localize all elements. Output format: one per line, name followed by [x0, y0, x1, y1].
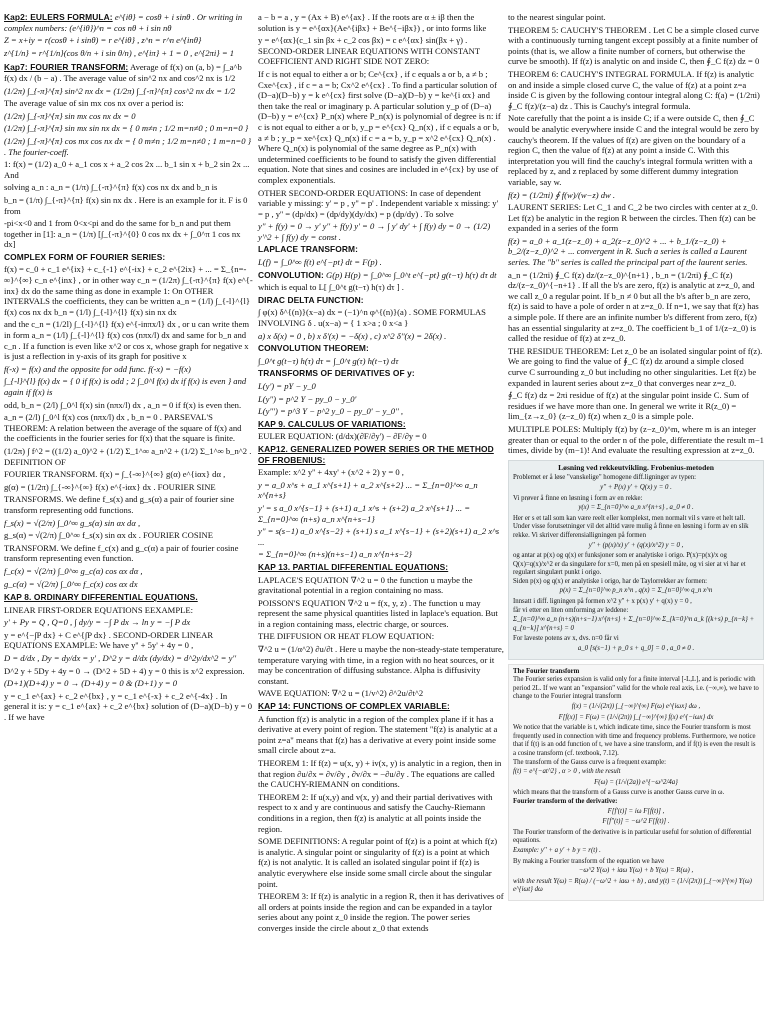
kap12-c: y' = s a_0 x^{s−1} + (s+1) a_1 x^s + (s+2) a_2 x^{s+1} ... = Σ_{n=0}^∞ (n+s) a_n x^{n+s−1}	[258, 502, 471, 524]
kap8-g: y = c_1 e^{ax} + c_2 e^{bx} , y = c_1 e^{-x} + c_2 e^{-4x} . In general it is: y = c_1 e^{ax} + c_2 e^{bx} solution of (D−a)(D−b) y = 0 . If we have	[4, 690, 253, 723]
kap13-d: ∇^2 u = (1/α^2) ∂u/∂t . Here u maybe the non-steady-state temperature, temperature varying with time, in a region with no heat sources, or it may be concentration of diffusing substance. Alpha is diffusivity constant.	[258, 644, 504, 686]
frobenius-a: Problemet er å løse "vanskelige" homogene diff.ligninger av typen:	[513, 474, 697, 482]
fourier-e: The transform of the Gauss curve is a frequent example:	[513, 758, 667, 766]
kap7-a: Average of f(x) on (a, b) = ∫_a^b f(x) dx / (b − a) . The average value of sin^2 nx and cos^2 nx is 1/2	[4, 62, 242, 83]
fourier-l: The Fourier transform of the derivative is in particular useful for solution of differential equations.	[513, 828, 752, 845]
col2-a5: y'' + f(y) = 0 → y' y'' + f(y) y' = 0 → ∫ y' dy' + ∫ f(y) dy = 0 → (1/2) y'^2 + ∫ f(y) dy = const .	[258, 221, 491, 242]
frobenius-e: Her er s et tall som kan være reelt eller komplekst, men normalt vil s være et helt tall. Under visse forutsetninger vil det alltid være mulig å finne en løsning i form av en slik rekke. Vi skriver differensialligningen på formen	[513, 514, 749, 539]
frobenius-c: Vi prøver å finne en løsning i form av en rekke:	[513, 494, 643, 502]
frobenius-g: og antar at p(x) og q(x) er funksjoner som er analytiske i origo. P(x)=p(x)/x og Q(x)=q(x)/x^2 er da singulære for x=0, men på en spesiell måte, og vi sier at vi har et regulært singulært punkt i origo.	[513, 552, 746, 577]
convolution-a: G(p) H(p) = ∫_0^∞ ∫_0^t e^{−pt} g(t−τ) h(τ) dτ dt	[326, 269, 497, 280]
kap7-j: -pi<x<0 and 1 from 0<x<pi and do the same for b_n and put them together in [1]: a_n = (1/π) [∫_{-π}^{0} 0 cos nx dx + ∫_0^π 1 cos nx dx]	[4, 218, 241, 250]
kap7-h: solving a_n : a_n = (1/π) ∫_{-π}^{π} f(x) cos nx dx and b_n is	[4, 182, 218, 193]
kap9-a: EULER EQUATION: (d/dx)(∂F/∂y') − ∂F/∂y = 0	[258, 431, 427, 442]
fourier-f: f(t) = e^{−at^2} , α > 0 , with the result	[513, 768, 621, 776]
kap7-d: (1/2π) ∫_{-π}^{π} sin mx cos nx dx = 0	[4, 110, 136, 121]
fourier-transform-box	[508, 664, 764, 901]
laplace-a: L(f) = ∫_0^∞ f(t) e^{−pt} dt = F(p) .	[258, 257, 382, 268]
fourier-b: f(x) = (1/√(2π)) ∫_{−∞}^{∞} F(ω) e^{iωx} dω ,	[571, 703, 701, 710]
kap14-c: THEOREM 2: If u(x,y) and v(x, y) and their partial derivatives with respect to x and y are continuous and satisfy the Cauchy-Riemann conditions in a region, then f(z) is analytic at all points inside the region.	[258, 791, 493, 834]
residue-theorem: THE RESIDUE THEOREM: Let z_0 be an isolated singular point of f(z). We are going to find the value of ∮_C f(z) dz around a simple closed curve C surrounding z_0 but including no other singularities. Let f(z) be expanded in laurent series about z=z_0 that converges near z=z_0.	[508, 345, 763, 388]
kap13-b: POISSON'S EQUATION ∇^2 u = f(x, y, z) . The function u may represent the same physical quantities listed in laplace's equation. But in a region containing mass, electric charge, or sources.	[258, 597, 498, 629]
complex-n: f_c(x) = √(2/π) ∫_0^∞ g_c(α) cos αx dα ,	[4, 565, 143, 576]
column-1	[4, 12, 254, 725]
col2-a4: OTHER SECOND-ORDER EQUATIONS: In case of dependent variable y missing: y' = p , y'' = p' . Independent variable x missing: y' = p , y'' = (dp/dx) = (dp/dy)(dy/dx) = p (dp/dy) . To solve	[258, 187, 499, 219]
fourier-j: F[f'(t)] = iω F[f(t)] ,	[607, 807, 665, 815]
kap7-g: 1: f(x) = (1/2) a_0 + a_1 cos x + a_2 cos 2x ... b_1 sin x + b_2 sin 2x ... And	[4, 159, 250, 180]
kap14-e: THEOREM 3: If f(z) is analytic in a region R, then it has derivatives of all orders at points inside the region and can be expanded in a taylor series about any point z_0 inside the region. The power series converges inside the circle about z_0 that extends	[258, 891, 504, 933]
fourier-n: By making a Fourier transform of the equation we have	[513, 857, 665, 865]
dirac-title: DIRAC DELTA FUNCTION:	[258, 294, 364, 305]
fourier-d: We notice that the variable is t, which indicate time, since the Fourier transform is most frequently used in connection with time and frequency problems. Furthermore, we notice that if f(t) is an odd function of t, we have a sine transform, and if f(t) is even the result is a cosine transform (cf. textbook, 7.12).	[513, 724, 756, 757]
kap13-title: KAP 13. PARTIAL DIFFERENTIAL EQUATIONS:	[258, 561, 449, 572]
transforms-b: L(y'') = p^2 Y − py_0 − y_0'	[258, 393, 357, 404]
convolution-b: which is equal to L[ ∫_0^t g(t−τ) h(τ) dτ ] .	[258, 282, 404, 293]
frobenius-d: y(x) = Σ_{n=0}^∞ a_n x^{n+s} , a_0 ≠ 0 .	[578, 504, 694, 512]
kap8-e: D^2 y + 5Dy + 4y = 0 → (D^2 + 5D + 4) y = 0 this is x^2 expression.	[4, 665, 245, 676]
complex-title: COMPLEX FORM OF FOURIER SERIES:	[4, 251, 166, 262]
kap14-a: A function f(z) is analytic in a region of the complex plane if it has a derivative at every point of region. The statement "f(z) is analytic at a point z=a" means that f(z) has a derivative at every point inside some small circle about z=a.	[258, 713, 498, 756]
fourier-g: F(ω) = (1/√(2a)) e^{−ω^2/4a}	[594, 778, 678, 786]
kap8-c: y = e^{−∫P dx} + C e^{∫P dx} . SECOND-ORDER LINEAR EQUATIONS EXAMPLE: We have y'' + 5y' + 4y = 0 ,	[4, 629, 214, 651]
frobenius-k: får vi etter en liten omforming av leddene:	[513, 606, 629, 614]
kap13-a: LAPLACE'S EQUATION ∇^2 u = 0 the function u maybe the gravitational potential in a region containing no mass.	[258, 574, 473, 596]
transforms-title: TRANSFORMS OF DERIVATIVES OF y:	[258, 368, 415, 379]
kap14-b: THEOREM 1: If f(z) = u(x, y) + iv(x, y) is analytic in a region, then in that region ∂u/∂x = ∂v/∂y , ∂v/∂x = −∂u/∂y . The equations are called the CAUCHY-RIEMANN on conditions.	[258, 758, 502, 790]
kap12-d: y'' = s(s−1) a_0 x^{s−2} + (s+1) s a_1 x^{s−1} + (s+2)(s+1) a_2 x^s ...	[258, 526, 500, 547]
fourier-p: with the result Y(ω) = R(ω) / (−ω^2 + iaω + b) , and y(t) = (1/√(2π)) ∫_{−∞}^{∞} Y(ω) e^{iωt} dω	[513, 877, 752, 894]
convolution-theorem-a: ∫_0^t g(t−τ) h(τ) dτ = ∫_0^t g(τ) h(t−τ) dτ	[258, 355, 399, 366]
kap13-c: THE DIFFUSION OR HEAT FLOW EQUATION:	[258, 631, 435, 642]
theorem-6: THEOREM 6: CAUCHY'S INTEGRAL FORMULA. If f(z) is analytic on and inside a simple closed curve C, the value of f(z) at a point z=a inside C is given by the following contour integral along C: f(a) = (1/2πi) ∮_C f(z)/(z−a) dz . This is Cauchy's integral formula.	[508, 68, 760, 111]
complex-c: f(-x) = f(x) and the opposite for odd func. f(-x) = −f(x)	[4, 363, 191, 374]
frobenius-box-title: Løsning ved rekkeutvikling. Frobenius-metoden	[558, 462, 714, 472]
fourier-a: The Fourier series expansion is valid only for a finite interval [-L,L], and is periodic with period 2L. If we want an "expansion" valid for the whole real axis, i.e. (−∞,∞), we have to change to the Fourier integral transform	[513, 676, 759, 701]
kap12-b: y = a_0 x^s + a_1 x^{s+1} + a_2 x^{s+2} ... = Σ_{n=0}^∞ a_n x^{n+s}	[258, 479, 478, 501]
kap9-title: KAP 9. CALCULUS OF VARIATIONS:	[258, 418, 406, 429]
residue-b: ∮_C f(z) dz = 2πi residue of f(z) at the singular point inside C. Sum of residues if we have more than one. In general we write it R(z_0) = lim_{z→z_0} (z−z_0) f(z) when z_0 is a simple pole.	[508, 390, 749, 422]
complex-f: a_n = (2/l) ∫_0^l f(x) cos (nπx/l) dx , b_n = 0 . PARSEVAL'S THEOREM: A relation between the average of the square of f(x) and the coefficients in the fourier series for f(x) that the square is finite.	[4, 412, 242, 444]
kap12-e: = Σ_{n=0}^∞ (n+s)(n+s−1) a_n x^{n+s−2}	[258, 549, 412, 560]
complex-o: g_c(α) = √(2/π) ∫_0^∞ f_c(x) cos αx dx	[4, 578, 138, 589]
laurent-series: LAURENT SERIES: Let C_1 and C_2 be two circles with center at z_0. Let f(z) be analytic in the region R between the circles. Then f(z) can be expanded in a series of the form	[508, 202, 758, 234]
frobenius-i: p(x) = Σ_{n=0}^∞ p_n x^n , q(x) = Σ_{n=0}^∞ q_n x^n	[559, 587, 713, 595]
kap13-e: WAVE EQUATION: ∇^2 u = (1/v^2) ∂^2u/∂t^2	[258, 688, 424, 699]
fourier-o: −ω^2 Y(ω) + iaω Y(ω) + b Y(ω) = R(ω) ,	[578, 867, 694, 875]
theorem-6c: f(z) = (1/2πi) ∮ f(w)/(w−z) dw .	[508, 189, 616, 200]
col2-a1: a − b = a , y = (Ax + B) e^{ax} . If the roots are α ± iβ then the solution is y = e^{αx}(Ae^{iβx} + Be^{−iβx}) , or into forms like	[258, 12, 487, 33]
frobenius-box	[508, 460, 764, 660]
dirac-b: a) x δ(x) = 0 , b) x δ'(x) = −δ(x) , c) x^2 δ''(x) = 2δ(x) .	[258, 330, 447, 341]
kap8-a: LINEAR FIRST-ORDER EQUATIONS EEXAMPLE:	[4, 604, 193, 615]
frobenius-b: y'' + P(x) y' + Q(x) y = 0 .	[600, 483, 672, 491]
complex-d: ∫_{-l}^{l} f(x) dx = { 0 if f(x) is odd ; 2 ∫_0^l f(x) dx if f(x) is even } and again if f(x) is	[4, 376, 247, 397]
complex-g: (1/2π) ∫ f^2 = ((1/2) a_0)^2 + (1/2) Σ_1^∞ a_n^2 + (1/2) Σ_1^∞ b_n^2 . DEFINITION OF	[4, 445, 252, 467]
kap2-b: Z = x+iy = r(cosθ + i sinθ) = r e^{iθ} , z^n = r^n e^{inθ}	[4, 35, 202, 46]
kap7-title: Kap7: FOURIER TRANSFORM:	[4, 62, 129, 73]
laplace-title: LAPLACE TRANSFORM:	[258, 244, 358, 255]
kap8-title: KAP 8. ORDINARY DIFFERENTIAL EQUATIONS.	[4, 592, 198, 603]
complex-h: FOURIER TRANSFORM. f(x) = ∫_{-∞}^{∞} g(α) e^{iαx} dα ,	[4, 469, 226, 480]
kap7-b: (1/2π) ∫_{-π}^{π} sin^2 nx dx = (1/2π) ∫_{-π}^{π} cos^2 nx dx = 1/2	[4, 85, 236, 96]
theorem-5: THEOREM 5: CAUCHY'S THEOREM . Let C be a simple closed curve with a continuously turning tangent except possibly at a finite number of points (that is, we allow a finite number of corners, but otherwise the curve be smooth). If f(z) is analytic on and inside C, then ∮_C f(z) dz = 0	[508, 24, 760, 67]
kap14-title: KAP 14: FUNCTIONS OF COMPLEX VARIABLE:	[258, 701, 450, 712]
frobenius-m: For laveste potens av x, dvs. n=0 får vi	[513, 635, 619, 643]
frobenius-h: Siden p(x) og q(x) er analytiske i origo, har de Taylorrekker av formen:	[513, 577, 707, 585]
kap7-i: b_n = (1/π) ∫_{-π}^{π} f(x) sin nx dx . Here is an example for it. F is 0 from	[4, 194, 248, 216]
fourier-c: F[f(x)] = F(ω) = (1/√(2π)) ∫_{−∞}^{∞} f(x) e^{−iωx} dx	[558, 713, 714, 721]
theorem-6b: Note carefully that the point a is inside C; if a were outside C, then ∮_C would be analytic everywhere inside C and the integral would be zero by cauchy's theorem. If the values of f(z) are given on the boundary of a region C, then the value of f(z) at any point a inside C. With this interpretation you will find the cauchy's integral formula written with a replaced by z, and z replaced by some different dummy integration variable, say w.	[508, 113, 760, 187]
frobenius-f: y'' + (p(x)/x) y' + (q(x)/x^2) y = 0 ,	[588, 541, 684, 549]
frobenius-l: Σ_{n=0}^∞ a_n (n+s)(n+s−1) x^{n+s} + Σ_{n=0}^∞ Σ_{k=0}^n a_k [(k+s) p_{n−k} + q_{n−k}] x^{n+s} = 0	[513, 616, 755, 632]
kap8-f: (D+1)(D+4) y = 0 → (D+4) y = 0 & (D+1) y = 0	[4, 678, 178, 689]
complex-a: f(x) = c_0 + c_1 e^{ix} + c_{-1} e^{-ix} + c_2 e^{2ix} + ... = Σ_{n=-∞}^{∞} c_n e^{inx} , or in other way c_n = (1/2π) ∫_{-π}^{π} f(x) e^{-inx} dx do the same thing as done in example 1: On OTHER INTERVALS the coefficients, they can be written a_n = (1/l) ∫_{-l}^{l} f(x) cos nx dx b_n = (1/l) ∫_{-l}^{l} f(x) sin nx dx	[4, 264, 253, 317]
kap14-d: SOME DEFINITIONS: A regular point of f(z) is a point at which f(z) is analytic. A singular point or singularity of f(z) is a point at which f(z) is not analytic. It is called an isolated singular point if f(z) is analytic everywhere else inside some small circle about the singular point.	[258, 836, 498, 889]
kap2-c: z^{1/n} = r^{1/n}(cos θ/n + i sin θ/n) , e^{iπ} + 1 = 0 , e^{2πi} = 1	[4, 47, 235, 58]
fourier-h: which means that the transform of a Gauss curve is another Gauss curve in ω.	[513, 789, 725, 797]
kap12-title: KAP12. GENERALIZED POWER SERIES OR THE METHOD OF FROBENIUS:	[258, 443, 494, 465]
convolution-title: CONVOLUTION:	[258, 269, 324, 280]
col2-a2: y = e^{αx}(c_1 sin βx + c_2 cos βx) = c e^{αx} sin(βx + γ) . SECOND-ORDER LINEAR EQUATIONS WITH CONSTANT COEFFICIENT AND RIGHT SIDE NOT ZERO:	[258, 35, 480, 67]
kap2-a: e^{iθ} = cosθ + i sinθ . Or writing in complex numbers: (e^{iθ})^n = cos nθ + i sin nθ	[4, 12, 243, 33]
laurent-c: a_n = (1/2πi) ∮_C f(z) dz/(z−z_0)^{n+1} , b_n = (1/2πi) ∮_C f(z) dz/(z−z_0)^{−n+1} . If all the b's are zero, f(z) is analytic at z=z_0, and we call z_0 a regular point. If b_n ≠ 0 but all the b's after b_n are zero, f(z) is said to have a pole of order n at z=z_0. If n=1, we say that f(z) has a simple pole. If there are an infinite number b's different from zero, f(z) has an essential singularity at z=z_0. The coefficient b_1 of 1/(z−z_0) is called the residue of f(z) at z=z_0.	[508, 269, 759, 344]
fourier-box-title: The Fourier transform	[513, 667, 580, 675]
column-3	[508, 12, 764, 901]
complex-b: and the c_n = (1/2l) ∫_{-l}^{l} f(x) e^{-inπx/l} dx , or u can write them in form a_n = (1/l) ∫_{-l}^{l} f(x) cos (nπx/l) dx and same for b_n and c_n . If a function is even like x^2 or cos x, whose graph for negative x is just a reflection in y-axis of its graph for positive x	[4, 319, 250, 362]
frobenius-j: Innsatt i diff. ligningen på formen x^2 y'' + x p(x) y' + q(x) y = 0 ,	[513, 598, 692, 606]
laurent-b: f(z) = a_0 + a_1(z−z_0) + a_2(z−z_0)^2 + ... + b_1/(z−z_0) + b_2/(z−z_0)^2 + ... convergent in R. Such a series is called a Laurent series. The "b" series is called the principal part of the laurent series.	[508, 235, 748, 268]
kap7-f: (1/2π) ∫_{-π}^{π} cos mx cos nx dx = { 0 m≠n ; 1/2 m=n≠0 ; 1 m=n=0 } . The fourier-coeff.	[4, 135, 252, 157]
fourier-i: Fourier transform of the derivative:	[513, 797, 618, 805]
col2-a3: If c is not equal to either a or b; Ce^{cx} , if c equals a or b, a ≠ b ; Cxe^{cx} , if c = a = b; Cx^2 e^{cx} . To find a particular solution of (D−a)(D−b) y = k e^{cx} first solve (D−a)(D−b) y = ke^{i αx} and then take the real or imaginary p. A particular solution y_p of (D−a)(D−b) y = e^{cx} P_n(x) where P_n(x) is polynomial of degree is n: if c is not equal to either a or b, y_p = e^{cx} Q_n(x) , if c equals a or b, a ≠ b ; y_p = xe^{cx} Q_n(x) if c = a = b, y_p = x^2 e^{cx} Q_n(x) . Where Q_n(x) is polynomial of the same degree as P_n(x) with undetermined coefficients to be found to satisfy the given differential equation. Note that sines and cosines are included in e^{cx} by use of complex exponentials.	[258, 68, 501, 185]
column-2	[258, 12, 504, 936]
multiple-poles: MULTIPLE POLES: Multiply f(z) by (z−z_0)^m, where m is an integer greater than or equal to the order n of the pole, differentiate the result m−1 times, divide by (m−1)! And evaluate the resulting expression at z=z_0.	[508, 423, 764, 456]
kap8-b: y' + Py = Q , Q=0 , ∫ dy/y = −∫ P dx → ln y = −∫ P dx	[4, 617, 191, 628]
fourier-k: F[f''(t)] = −ω^2 F[f(t)] .	[602, 818, 670, 826]
transforms-a: L(y') = pY − y_0	[258, 381, 316, 391]
kap8-d: D = d/dx , Dy = dy/dx = y' , D^2 y = d/dx (dy/dx) = d^2y/dx^2 = y''	[4, 653, 237, 664]
complex-k: f_s(x) = √(2/π) ∫_0^∞ g_s(α) sin αx dα ,	[4, 517, 141, 528]
dirac-a: ∫ φ(x) δ^{(n)}(x−a) dx = (−1)^n φ^{(n)}(a) . SOME FORMULAS INVOLVING δ . u(x−a) = { 1 x>a ; 0 x<a }	[258, 307, 486, 329]
fourier-m: Example: y'' + a y' + b y = r(t) .	[513, 846, 601, 854]
kap2-title: Kap2: EULERS FORMULA:	[4, 12, 113, 22]
transforms-c: L(y''') = p^3 Y − p^2 y_0 − py_0' − y_0'' ,	[258, 406, 404, 417]
col3-a1: to the nearest singular point.	[508, 12, 606, 22]
complex-j: TRANSFORMS. We define f_s(x) and g_s(α) a pair of fourier sine transform representing odd functions.	[4, 494, 235, 515]
frobenius-n: a_0 [s(s−1) + p_0 s + q_0] = 0 , a_0 ≠ 0 .	[577, 645, 695, 653]
kap7-c: The average value of sin mx cos nx over a period is:	[4, 98, 184, 109]
convolution-theorem-title: CONVOLUTION THEOREM:	[258, 343, 369, 354]
complex-e: odd, b_n = (2/l) ∫_0^l f(x) sin (nπx/l) dx , a_n = 0 if f(x) is even then.	[4, 399, 242, 410]
kap7-e: (1/2π) ∫_{-π}^{π} sin mx sin nx dx = { 0 m≠n ; 1/2 m=n≠0 ; 0 m=n=0 }	[4, 123, 249, 134]
complex-m: TRANSFORM. We define f_c(x) and g_c(α) a pair of fourier cosine transform representing even function.	[4, 542, 239, 564]
complex-i: g(α) = (1/2π) ∫_{-∞}^{∞} f(x) e^{-iαx} dx . FOURIER SINE	[4, 481, 216, 492]
kap12-a: Example: x^2 y'' + 4xy' + (x^2 + 2) y = 0 ,	[258, 467, 404, 478]
complex-l: g_s(α) = √(2/π) ∫_0^∞ f_s(x) sin αx dx . FOURIER COSINE	[4, 530, 213, 541]
